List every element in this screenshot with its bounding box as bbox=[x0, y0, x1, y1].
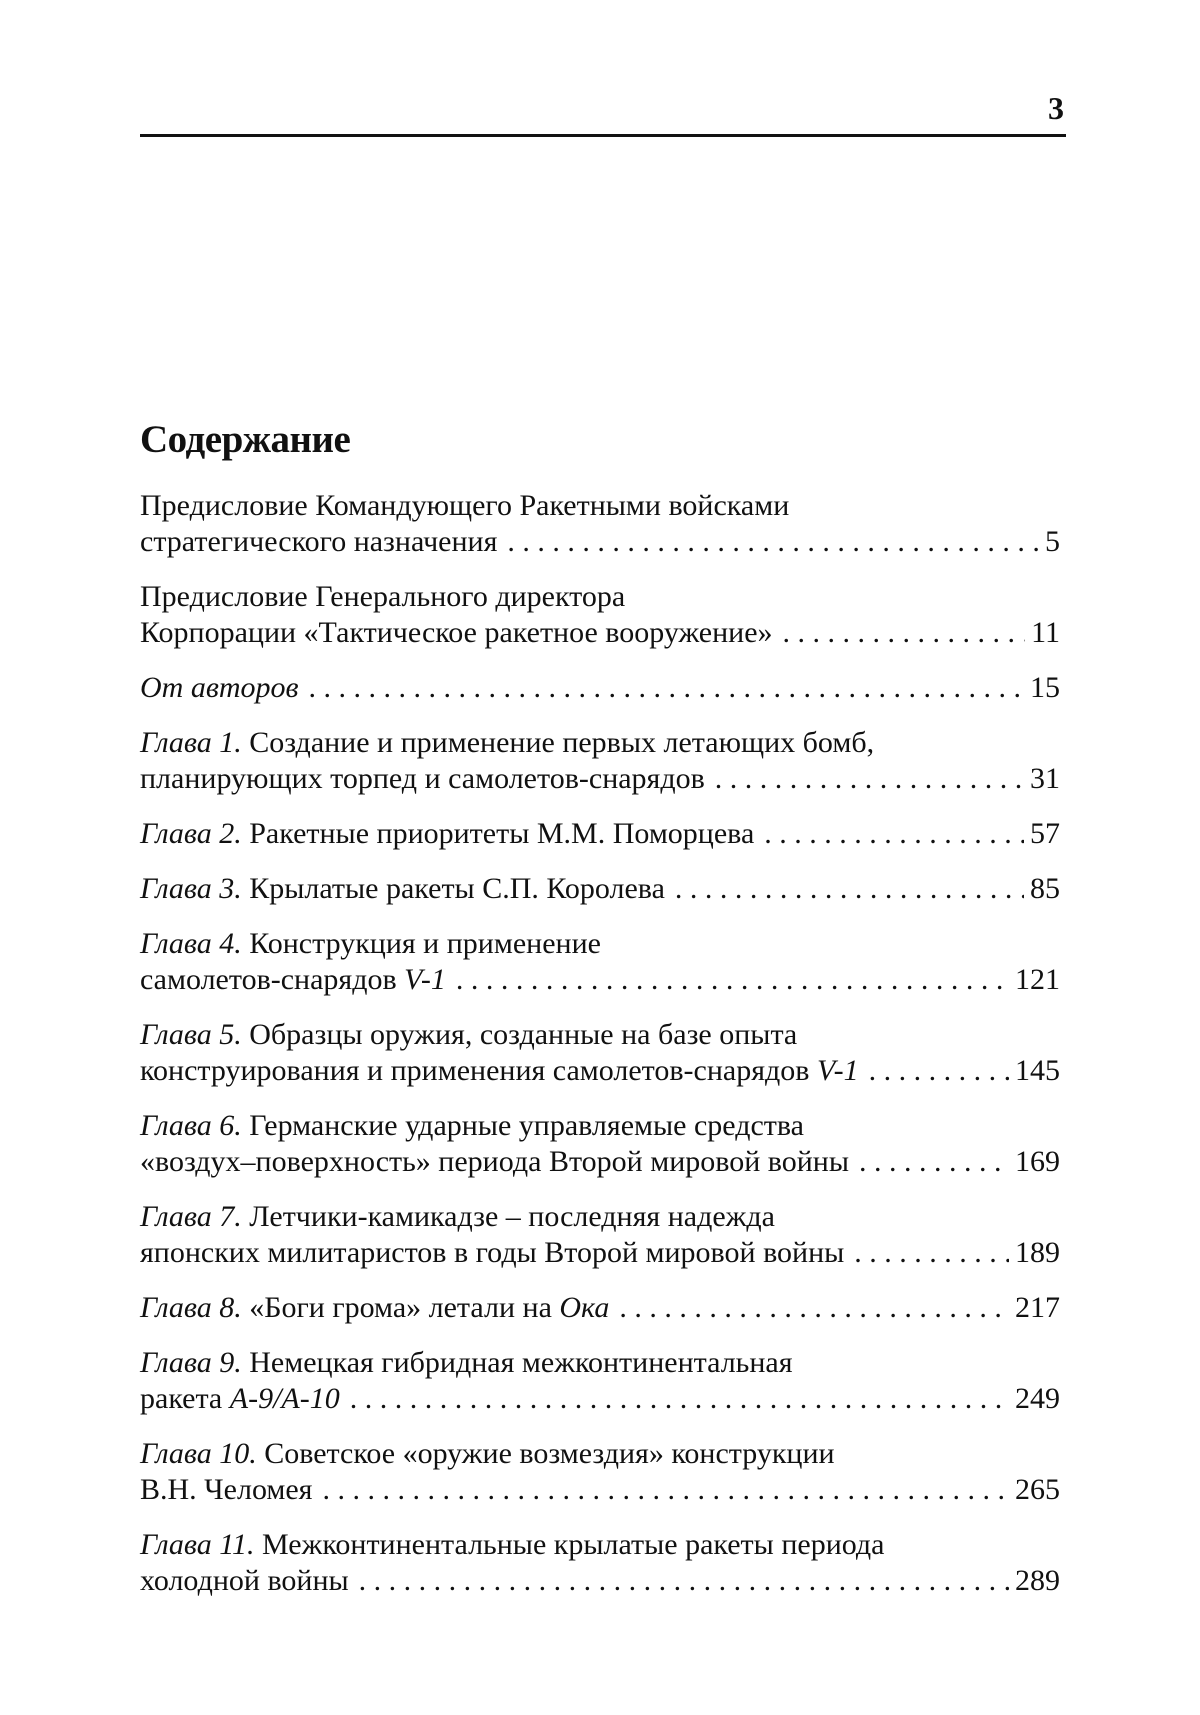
toc-entry[interactable] bbox=[140, 1108, 1060, 1180]
leader-dots bbox=[675, 871, 1024, 907]
toc-entry-text: холодной войны bbox=[140, 1564, 349, 1597]
toc-entry-page: 169 bbox=[1015, 1145, 1060, 1178]
chapter-label: Глава 6. bbox=[140, 1109, 242, 1142]
toc-entry[interactable] bbox=[140, 1199, 1060, 1271]
toc-entry-line1: Летчики-камикадзе – последняя надежда bbox=[241, 1200, 775, 1233]
leader-dots bbox=[859, 1144, 1009, 1180]
toc-entry-line1: Немецкая гибридная межконтинентальная bbox=[241, 1346, 793, 1379]
toc-entry[interactable] bbox=[140, 670, 1060, 706]
toc-entry-text: «Боги грома» летали на bbox=[241, 1291, 560, 1324]
toc-entry[interactable] bbox=[140, 579, 1060, 651]
leader-dots bbox=[350, 1381, 1009, 1417]
toc-entry[interactable] bbox=[140, 1345, 1060, 1417]
toc-entry-text: ракета bbox=[140, 1382, 230, 1415]
toc-entry-page: 145 bbox=[1015, 1054, 1060, 1087]
toc-entry-page: 31 bbox=[1030, 762, 1060, 795]
toc-entry-text: планирующих торпед и самолетов-снарядов bbox=[140, 762, 705, 795]
toc-entry-page: 57 bbox=[1030, 817, 1060, 850]
toc-entry[interactable] bbox=[140, 1017, 1060, 1089]
toc-entry[interactable] bbox=[140, 1527, 1060, 1599]
leader-dots bbox=[456, 962, 1009, 998]
toc-entry-italic: A-9/A-10 bbox=[229, 1382, 340, 1415]
toc-entry-page: 15 bbox=[1030, 671, 1060, 704]
toc-entry-line1: Советское «оружие возмездия» конструкции bbox=[256, 1437, 835, 1470]
chapter-label: Глава 10. bbox=[140, 1437, 257, 1470]
toc-entry-text: Крылатые ракеты С.П. Королева bbox=[241, 872, 665, 905]
toc-entry-page: 189 bbox=[1015, 1236, 1060, 1269]
toc-entry-page: 11 bbox=[1031, 616, 1060, 649]
leader-dots bbox=[854, 1235, 1009, 1271]
chapter-label: Глава 7. bbox=[140, 1200, 242, 1233]
leader-dots bbox=[715, 761, 1024, 797]
chapter-label: Глава 5. bbox=[140, 1018, 242, 1051]
toc-entry-page: 85 bbox=[1030, 872, 1060, 905]
toc-entry[interactable] bbox=[140, 1436, 1060, 1508]
toc-entry-italic: V-1 bbox=[816, 1054, 859, 1087]
toc-entry-line1: Германские ударные управляемые средства bbox=[241, 1109, 804, 1142]
header-rule bbox=[140, 134, 1066, 137]
chapter-label: Глава 3. bbox=[140, 872, 242, 905]
toc-entry-italic: Ока bbox=[559, 1291, 610, 1324]
toc-entry[interactable] bbox=[140, 488, 1060, 560]
toc-entry-page: 249 bbox=[1015, 1382, 1060, 1415]
toc-entry-line1: Предисловие Генерального директора bbox=[140, 580, 626, 613]
leader-dots bbox=[869, 1053, 1009, 1089]
toc-entry-text: В.Н. Челомея bbox=[140, 1473, 313, 1506]
leader-dots bbox=[764, 816, 1024, 852]
table-of-contents bbox=[140, 488, 1060, 1618]
toc-entry-line1: Конструкция и применение bbox=[241, 927, 601, 960]
chapter-label: Глава 1. bbox=[140, 726, 242, 759]
toc-entry-text: самолетов-снарядов bbox=[140, 963, 405, 996]
toc-entry-page: 217 bbox=[1015, 1291, 1060, 1324]
leader-dots bbox=[783, 615, 1026, 651]
toc-entry-text: Корпорации «Тактическое ракетное вооружение» bbox=[140, 616, 773, 649]
toc-entry-text: конструирования и применения самолетов-снарядов bbox=[140, 1054, 817, 1087]
toc-entry-page: 121 bbox=[1015, 963, 1060, 996]
leader-dots bbox=[359, 1563, 1009, 1599]
chapter-label: Глава 9. bbox=[140, 1346, 242, 1379]
toc-entry-text: стратегического назначения bbox=[140, 525, 498, 558]
toc-entry-text: японских милитаристов в годы Второй мировой войны bbox=[140, 1236, 845, 1269]
chapter-label: Глава 4. bbox=[140, 927, 242, 960]
toc-entry-line1: Создание и применение первых летающих бомб, bbox=[241, 726, 875, 759]
toc-entry-line1: Межконтинентальные крылатые ракеты периода bbox=[254, 1528, 885, 1561]
leader-dots bbox=[323, 1472, 1010, 1508]
chapter-label: Глава 2. bbox=[140, 817, 242, 850]
toc-entry-italic: V-1 bbox=[404, 963, 446, 996]
toc-entry[interactable] bbox=[140, 1290, 1060, 1326]
toc-entry-page: 289 bbox=[1015, 1564, 1060, 1597]
leader-dots bbox=[309, 670, 1024, 706]
page-number: 3 bbox=[1048, 90, 1064, 126]
leader-dots bbox=[619, 1290, 1009, 1326]
toc-entry[interactable] bbox=[140, 871, 1060, 907]
chapter-label: Глава 11. bbox=[140, 1528, 255, 1561]
toc-entry-line1: Образцы оружия, созданные на базе опыта bbox=[241, 1018, 798, 1051]
toc-entry-text: «воздух–поверхность» периода Второй мировой войны bbox=[140, 1145, 849, 1178]
toc-entry-line1: Предисловие Командующего Ракетными войсками bbox=[140, 489, 790, 522]
toc-entry[interactable] bbox=[140, 816, 1060, 852]
toc-entry-page: 5 bbox=[1045, 525, 1060, 558]
toc-entry-prefix: От авторов bbox=[140, 671, 299, 704]
toc-entry[interactable] bbox=[140, 926, 1060, 998]
toc-entry-text: Ракетные приоритеты М.М. Поморцева bbox=[241, 817, 755, 850]
toc-entry-page: 265 bbox=[1015, 1473, 1060, 1506]
toc-entry[interactable] bbox=[140, 725, 1060, 797]
leader-dots bbox=[507, 524, 1039, 560]
chapter-label: Глава 8. bbox=[140, 1291, 242, 1324]
toc-title: Содержание bbox=[140, 418, 351, 461]
